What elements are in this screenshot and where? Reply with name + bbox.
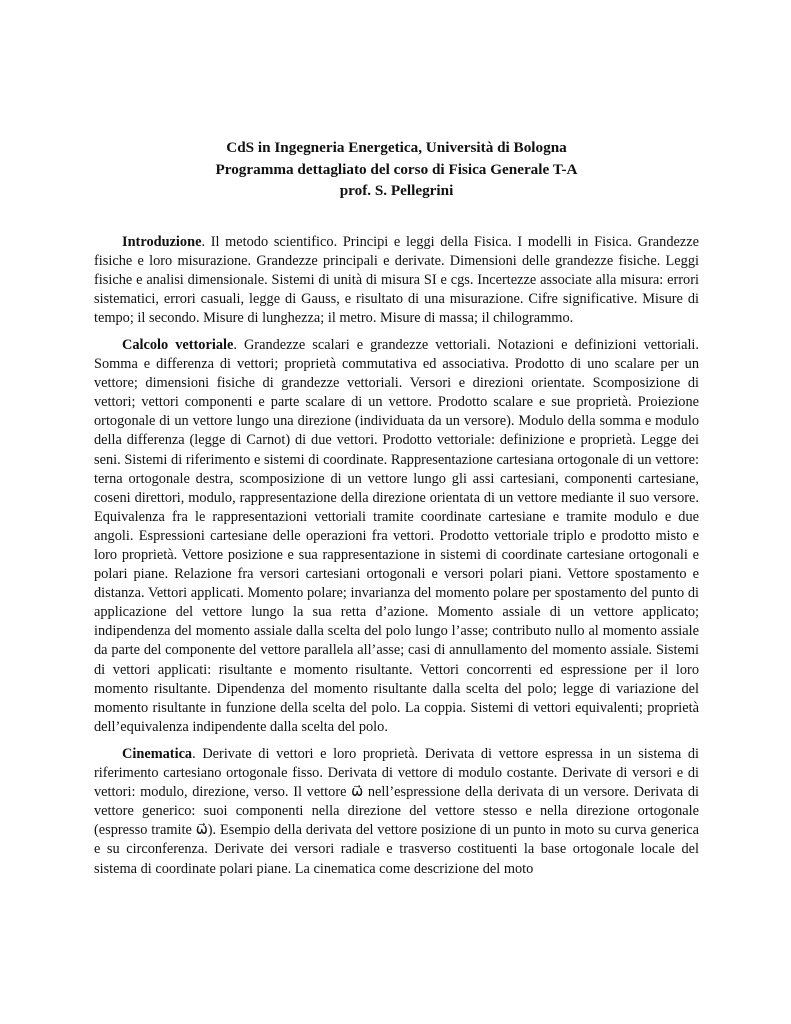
section-title-calcolo-vettoriale: Calcolo vettoriale [122,336,234,353]
header-line-course: Programma dettagliato del corso di Fisica Generale T-A [215,160,578,178]
document-header [94,137,699,202]
header-line-professor: prof. S. Pellegrini [339,182,454,199]
document-page [94,137,699,879]
section-cinematica [94,745,699,879]
section-text-calcolo-vettoriale: . Grandezze scalari e grandezze vettoriali. Notazioni e definizioni vettoriali. Somma e differenza di vettori; proprietà commutativa ed associativa. Prodotto di uno scalare per un vettore; dimensioni fisiche di grandezze vettoriali. Versori e direzioni orientate. Scomposizione di vettori; vettori componenti e parte scalare di un vettore. Prodotto scalare e sue proprietà. Proiezione ortogonale di un vettore lungo una direzione (individuata da un versore). Modulo della somma e modulo della differenza (legge di Carnot) di due vettori. Prodotto vettoriale: definizione e proprietà. Legge dei seni. Sistemi di riferimento e sistemi di coordinate. Rappresentazione cartesiana ortogonale di un vettore: terna ortogonale destra, scomposizione di un vettore lungo gli assi cartesiani, componenti cartesiane, coseni direttori, modulo, rappresentazione della direzione orientata di un vettore mediante il suo versore. Equivalenza fra le rappresentazioni vettoriali tramite coordinate cartesiane e tramite modulo e due angoli. Espressioni cartesiane delle operazioni fra vettori. Prodotto vettoriale triplo e prodotto misto e loro proprietà. Vettore posizione e sua rappresentazione in sistemi di coordinate cartesiane ortogonali e polari piane. Relazione fra versori cartesiani ortogonali e versori polari piani. Vettore spostamento e distanza. Vettori applicati. Momento polare; invarianza del momento polare per spostamento del punto di applicazione del vettore lungo la sua retta d’azione. Momento assiale di un vettore applicato; indipendenza del momento assiale dalla scelta del polo lungo l’asse; contributo nullo al momento assiale da parte del componente del vettore parallela all’asse; casi di annullamento del momento assiale. Sistemi di vettori applicati: risultante e momento risultante. Vettori concorrenti ed espressione per il loro momento risultante. Dipendenza del momento risultante dalla scelta del polo; legge di variazione del momento risultante in funzione della scelta del polo. La coppia. Sistemi di vettori equivalenti; proprietà dell’equivalenza indipendente dalla scelta del polo. [94,336,700,735]
section-title-introduzione: Introduzione [122,233,202,250]
section-introduzione [94,233,699,328]
section-text-cinematica: . Derivate di vettori e loro proprietà. Derivata di vettore espressa in un sistema di riferimento cartesiano ortogonale fisso. Derivata di vettore di modulo costante. Derivate di versori e di vettori: modulo, direzione, verso. Il vettore ω⃗ nell’espressione della derivata di un versore. Derivata di vettore generico: suoi componenti nella direzione del vettore stesso e nella direzione ortogonale (espresso tramite ω⃗). Esempio della derivata del vettore posizione di un punto in moto su curva generica e su circonferenza. Derivate dei versori radiale e trasverso costituenti la base ortogonale locale del sistema di coordinate polari piane. La cinematica come descrizione del moto [94,745,699,877]
section-calcolo-vettoriale [94,336,699,737]
section-text-introduzione: . Il metodo scientifico. Principi e leggi della Fisica. I modelli in Fisica. Grandezze fisiche e loro misurazione. Grandezze principali e derivate. Dimensioni delle grandezze fisiche. Leggi fisiche e analisi dimensionale. Sistemi di unità di misura SI e cgs. Incertezze associate alla misura: errori sistematici, errori casuali, legge di Gauss, e risultato di una misurazione. Cifre significative. Misure di tempo; il secondo. Misure di lunghezza; il metro. Misure di massa; il chilogrammo. [94,233,699,326]
header-line-university: CdS in Ingegneria Energetica, Università di Bologna [226,139,567,156]
section-title-cinematica: Cinematica [122,745,193,762]
